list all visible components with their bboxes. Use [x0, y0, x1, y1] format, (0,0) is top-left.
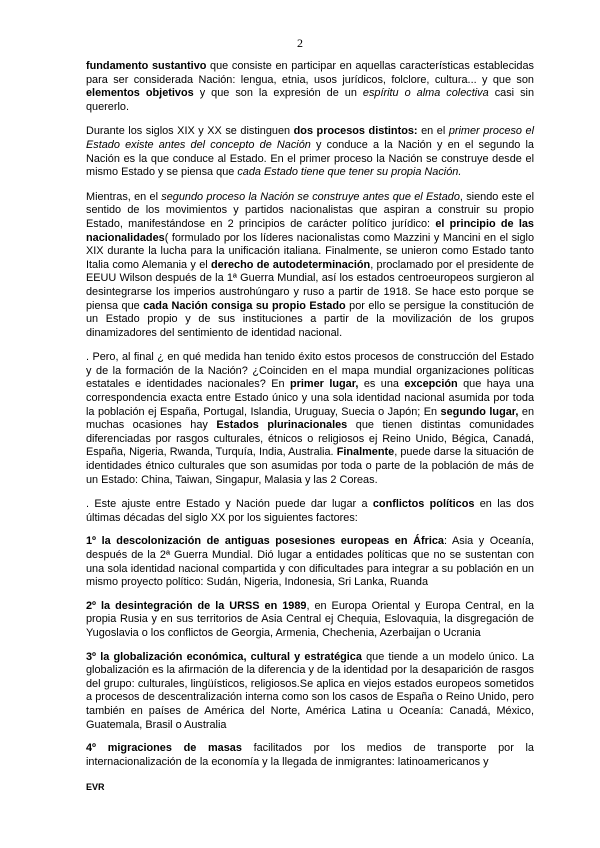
text-run: Mientras, en el — [86, 190, 162, 203]
text-run: en las dos últimas décadas del siglo XX por los siguientes factores: — [86, 498, 535, 524]
text-run: . Este ajuste entre Estado y Nación puede dar lugar a — [86, 498, 373, 511]
text-run: , proclamado por el presidente de EEUU Wilson después de la 1ª Guerra Mundial, así los estados centroeuropeos surgieron al desintegrarse los imperios austrohúngaro y ruso a partir de 1918. Se hace esto porque se piensa que — [86, 258, 534, 312]
text-run: casi sin quererlo. — [86, 87, 535, 113]
paragraph-factor-globalizacion — [86, 651, 534, 733]
bold-text-run: elementos objetivos — [86, 87, 194, 100]
bold-text-run: primer lugar, — [290, 378, 359, 391]
text-run: en el — [417, 125, 449, 138]
bold-text-run: fundamento sustantivo — [86, 60, 207, 72]
document-body — [86, 60, 534, 779]
paragraph-procesos — [86, 125, 534, 179]
text-run: , en Europa Oriental y Europa Central, en la propia Rusia y en sus territorios de Asia Central ej Chequia, Eslovaquia, la disgregación de Yugoslavia o los conflictos de Georgia, Armenia, Chechenia, Azerbaijan o Ucrania — [86, 599, 534, 639]
text-run: por ello se persigue la constitución de un Estado propio y de sus instituciones a partir de la movilización de los grupos dinamizadores del sentimiento de identidad nacional. — [86, 299, 534, 339]
footer-initials: EVR — [86, 782, 105, 792]
bold-text-run: 4º migraciones de masas — [86, 742, 242, 755]
bold-text-run: Estados plurinacionales — [216, 419, 348, 432]
bold-text-run: el principio de las nacionalidades — [86, 217, 534, 244]
italic-text-run: segundo proceso la Nación se construye antes que el Estado — [161, 190, 460, 203]
page-number: 2 — [297, 36, 303, 50]
text-run: y que son la expresión de un — [193, 87, 363, 100]
text-run: . Pero, al final ¿ en qué medida han tenido éxito estos procesos de construcción del Estado y de la formación de la Nación? ¿Coinciden en el mapa mundial organizaciones políticas estatales e identidades nacionales? En — [86, 351, 534, 391]
text-run: que consiste en participar en aquellas características establecidas para ser considerada Nación: lengua, etnia, usos jurídicos, folclore, cultura... y que son — [86, 60, 534, 86]
bold-text-run: segundo lugar, — [440, 405, 519, 418]
bold-text-run: conflictos políticos — [372, 498, 475, 511]
text-run: Durante los siglos XIX y XX se distinguen — [86, 125, 294, 138]
text-run: que haya una correspondencia exacta entre Estado único y una sola identidad nacional asumida por toda la población ej España, Portugal, Islandia, Uruguay, Suecia o Japón; En — [86, 378, 534, 418]
text-run: en muchas ocasiones hay — [86, 405, 535, 432]
bold-text-run: dos procesos distintos: — [293, 125, 418, 138]
bold-text-run: 1º la descolonización de antiguas posesiones europeas en África — [86, 535, 444, 548]
bold-text-run: excepción — [404, 378, 458, 391]
text-run: y conduce a la Nación y en el segundo la Nación es la que conduce al Estado. En el primer proceso la Nación se construye desde el mismo Estado y se piensa que — [86, 138, 534, 179]
text-run: es una — [358, 378, 405, 391]
italic-text-run: primer proceso el Estado existe antes del concepto de Nación — [86, 125, 535, 151]
bold-text-run: derecho de autodeterminación — [211, 258, 371, 271]
paragraph-fundamento — [86, 60, 534, 114]
bold-text-run: Finalmente — [336, 446, 395, 459]
text-run: que tiende a un modelo único. La globalización es la afirmación de la diferencia y de la identidad por la desaparición de rasgos del grupo: culturales, lingüísticos, religiosos.Se aplica en viejos estados europeos sometidos a procesos de descentralización interna como son los casos de España o Reino Unido, pero también en países de América del Norte, América Latina u Oceanía: Canadá, México, Guatemala, Brasil o Australia — [86, 650, 534, 731]
text-run: , puede darse la situación de identidades étnico culturales que son asumidas por toda o parte de la población de más de un Estado: China, Taiwan, Singapur, Malasia y las 2 Coreas. — [86, 446, 534, 486]
bold-text-run: 3º la globalización económica, cultural y estratégica — [86, 650, 362, 663]
text-run: : Asia y Oceanía, después de la 2ª Guerra Mundial. Dió lugar a entidades políticas que no se sustentan con una sola identidad nacional compartida y con dificultades para integrar a su población en un mismo proyecto político: Sudán, Nigeria, Indonesia, Sri Lanka, Ruanda — [86, 535, 534, 589]
text-run: , siendo este el sentido de los movimientos y partidos nacionalistas que aspiran a construir su propio Estado, manifestándose en 2 principios de carácter político jurídico: — [86, 190, 534, 230]
text-run: facilitados por los medios de transporte por la internacionalización de la economía y la llegada de inmigrantes: latinoamericanos y — [86, 742, 534, 768]
text-run: ( formulado por los líderes nacionalistas como Mazzini y Mancini en el siglo XIX durante la lucha para la unificación italiana. Finalmente, se unieron como Estado tanto Italia como Alemania y el — [86, 231, 534, 271]
paragraph-factor-urss — [86, 600, 534, 641]
italic-text-run: espíritu o alma colectiva — [362, 87, 489, 100]
paragraph-segundo-proceso — [86, 191, 534, 341]
bold-text-run: cada Nación consiga su propio Estado — [143, 299, 346, 312]
paragraph-exito — [86, 351, 534, 487]
italic-text-run: cada Estado tiene que tener su propia Nación. — [237, 166, 462, 179]
paragraph-conflictos — [86, 498, 534, 525]
text-run: que tienen distintas comunidades diferenciadas por rasgos culturales, étnicos o religiosos ej Reino Unido, Bégica, Canadá, España, Nigeria, Rwanda, Turquía, India, Australia. — [86, 419, 535, 459]
paragraph-factor-migraciones — [86, 742, 534, 769]
paragraph-factor-descolonizacion — [86, 535, 534, 589]
bold-text-run: 2º la desintegración de la URSS en 1989 — [86, 599, 307, 612]
